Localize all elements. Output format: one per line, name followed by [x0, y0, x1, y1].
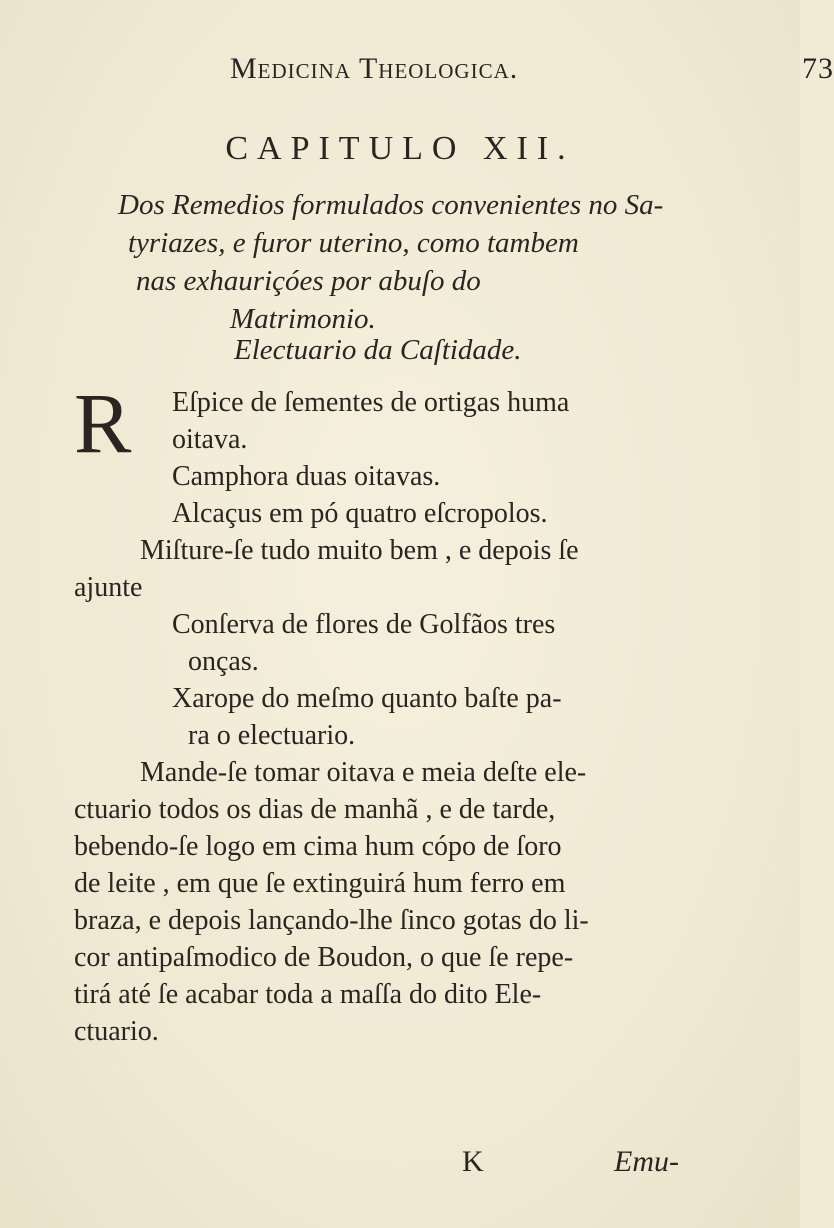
- chapter-subtitle: [118, 186, 718, 338]
- body-line: onças.: [188, 646, 259, 677]
- body-line: ctuario.: [74, 1016, 159, 1047]
- subtitle-line: nas exhauriçóes por abuſo do: [136, 265, 481, 297]
- running-header: [230, 52, 834, 86]
- body-line: ra o electuario.: [188, 720, 356, 751]
- body-line: oitava.: [172, 424, 248, 455]
- chapter-heading: CAPITULO XII.: [225, 130, 575, 167]
- subtitle-line: Dos Remedios formulados convenientes no Sa-: [118, 189, 664, 221]
- body-line: Conſerva de flores de Golfãos tres: [172, 609, 556, 640]
- body-line: Xarope do meſmo quanto baſte pa-: [172, 683, 562, 714]
- drop-cap: R: [74, 375, 132, 471]
- body-line: ctuario todos os dias de manhã , e de tarde,: [74, 794, 556, 825]
- body-line: Eſpice de ſementes de ortigas huma: [172, 387, 570, 418]
- body-line: Miſture-ſe tudo muito bem , e depois ſe: [140, 535, 579, 566]
- body-line: ajunte: [74, 572, 143, 603]
- body-line: de leite , em que ſe extinguirá hum ferro em: [74, 868, 566, 899]
- subtitle-line: Matrimonio.: [230, 303, 376, 335]
- subtitle-line: tyriazes, e furor uterino, como tambem: [128, 227, 579, 259]
- recipe-title: Electuario da Caſtidade.: [234, 334, 522, 366]
- signature-mark: K: [462, 1145, 484, 1178]
- body-line: bebendo-ſe logo em cima hum cópo de ſoro: [74, 831, 562, 862]
- body-line: Camphora duas oitavas.: [172, 461, 441, 492]
- body-line: Alcaçus em pó quatro eſcropolos.: [172, 498, 548, 529]
- body-line: Mande-ſe tomar oitava e meia deſte ele-: [140, 757, 587, 788]
- recipe-body: [74, 375, 734, 1050]
- body-line: braza, e depois lançando-lhe ſinco gotas do li-: [74, 905, 589, 936]
- body-line: cor antipaſmodico de Boudon, o que ſe repe-: [74, 942, 574, 973]
- running-title: Medicina Theologica.: [230, 52, 519, 85]
- body-line: tirá até ſe acabar toda a maſſa do dito Ele-: [74, 979, 542, 1010]
- catchword: Emu-: [614, 1145, 679, 1178]
- page-number: 73: [802, 52, 834, 85]
